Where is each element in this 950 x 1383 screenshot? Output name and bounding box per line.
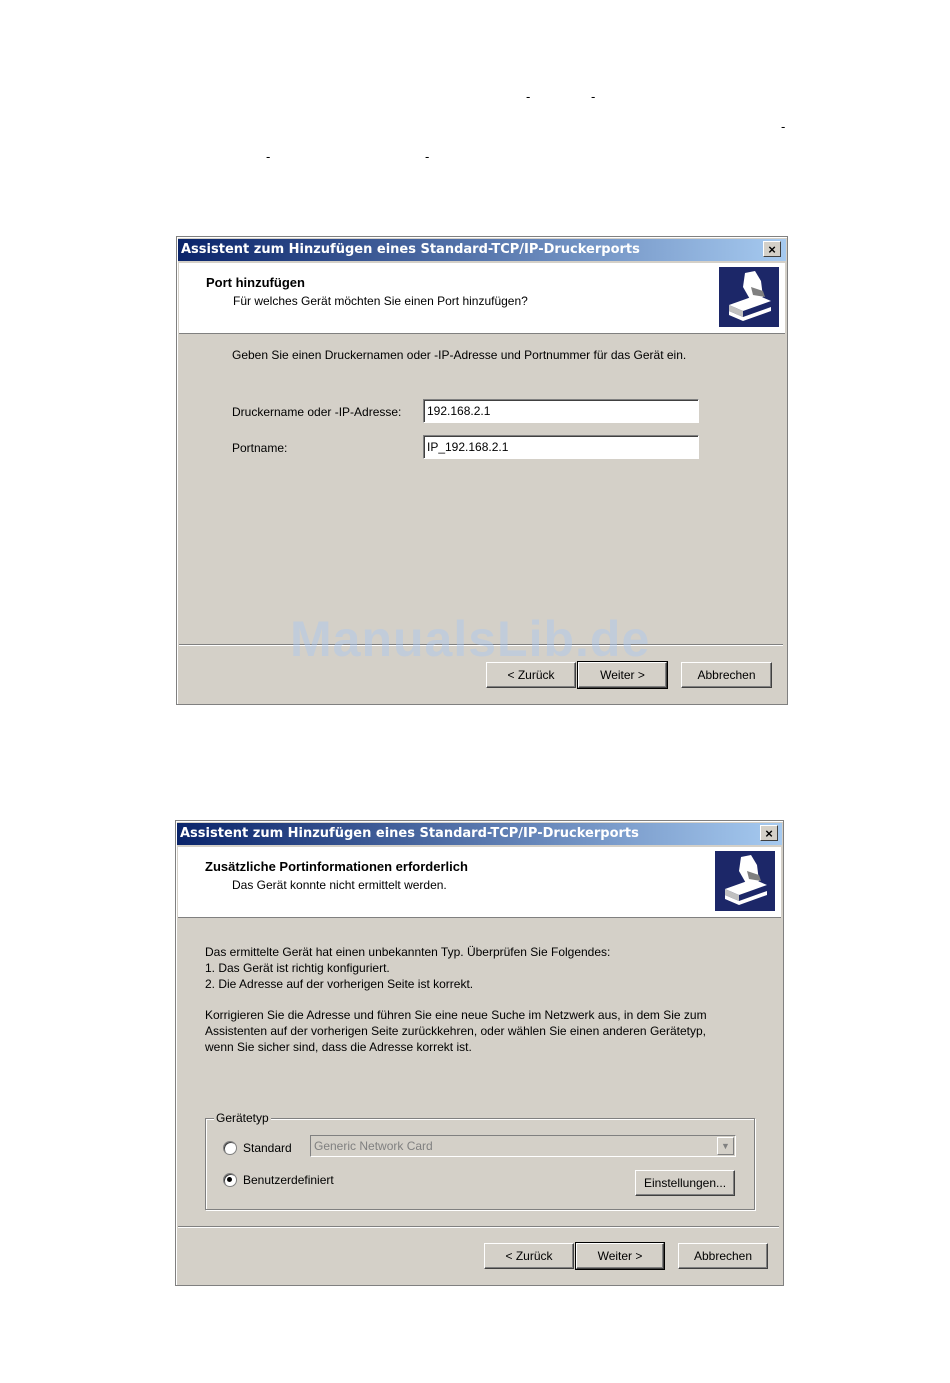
button-separator xyxy=(178,1226,779,1228)
cancel-button[interactable]: Abbrechen xyxy=(678,1243,768,1269)
wizard-header xyxy=(178,847,781,918)
custom-radio[interactable] xyxy=(223,1173,237,1187)
port-name-input[interactable]: IP_192.168.2.1 xyxy=(423,435,699,459)
info-line: 1. Das Gerät ist richtig konfiguriert. xyxy=(205,961,390,975)
info-line: Das ermittelte Gerät hat einen unbekannten Typ. Überprüfen Sie Folgendes: xyxy=(205,945,611,959)
printer-wizard-icon xyxy=(715,851,775,911)
close-button[interactable]: × xyxy=(763,241,781,257)
close-button[interactable]: × xyxy=(760,825,778,841)
standard-radio[interactable] xyxy=(223,1141,237,1155)
text-dash: - xyxy=(526,89,531,104)
wizard-header xyxy=(179,263,785,334)
device-type-select[interactable] xyxy=(310,1135,736,1157)
device-type-value: Generic Network Card xyxy=(314,1139,433,1153)
cancel-button[interactable]: Abbrechen xyxy=(681,662,772,688)
watermark: ManualsLib.de xyxy=(290,611,651,667)
printer-name-label: Druckername oder -IP-Adresse: xyxy=(232,405,402,419)
correction-line: Korrigieren Sie die Adresse und führen Sie eine neue Suche im Netzwerk aus, in dem Sie zum xyxy=(205,1008,707,1022)
correction-line: Assistenten auf der vorherigen Seite zurückkehren, oder wählen Sie einen anderen Gerätetyp, xyxy=(205,1024,706,1038)
page-title: Zusätzliche Portinformationen erforderlich xyxy=(205,859,468,874)
back-button[interactable]: < Zurück xyxy=(486,662,576,688)
add-port-wizard-dialog xyxy=(176,236,788,705)
settings-button[interactable]: Einstellungen... xyxy=(635,1170,735,1196)
port-info-wizard-dialog xyxy=(175,820,784,1286)
printer-wizard-icon xyxy=(719,267,779,327)
title-bar[interactable] xyxy=(177,823,782,845)
device-type-group xyxy=(205,1111,755,1210)
text-dash: - xyxy=(425,149,430,164)
window-title: Assistent zum Hinzufügen eines Standard-TCP/IP-Druckerports xyxy=(181,242,640,257)
button-separator xyxy=(179,644,783,646)
standard-radio-label[interactable]: Standard xyxy=(243,1141,292,1155)
custom-radio-label[interactable]: Benutzerdefiniert xyxy=(243,1173,334,1187)
instruction-text: Geben Sie einen Druckernamen oder -IP-Adresse und Portnummer für das Gerät ein. xyxy=(232,348,687,362)
radio-selected-dot xyxy=(227,1177,232,1182)
page-subtitle: Das Gerät konnte nicht ermittelt werden. xyxy=(232,878,447,892)
next-button[interactable]: Weiter > xyxy=(576,1243,664,1269)
text-dash: - xyxy=(781,119,786,134)
chevron-down-icon[interactable]: ▼ xyxy=(717,1137,734,1155)
correction-line: wenn Sie sicher sind, dass die Adresse korrekt ist. xyxy=(205,1040,472,1054)
info-line: 2. Die Adresse auf der vorherigen Seite ist korrekt. xyxy=(205,977,474,991)
next-button[interactable]: Weiter > xyxy=(578,662,667,688)
window-title: Assistent zum Hinzufügen eines Standard-TCP/IP-Druckerports xyxy=(180,826,639,841)
port-name-label: Portname: xyxy=(232,441,288,455)
back-button[interactable]: < Zurück xyxy=(484,1243,574,1269)
text-dash: - xyxy=(266,149,271,164)
group-label: Gerätetyp xyxy=(216,1111,269,1125)
page-title: Port hinzufügen xyxy=(206,275,305,290)
title-bar[interactable] xyxy=(178,239,786,261)
text-dash: - xyxy=(591,89,596,104)
printer-name-input[interactable]: 192.168.2.1 xyxy=(423,399,699,423)
page-subtitle: Für welches Gerät möchten Sie einen Port hinzufügen? xyxy=(233,294,528,308)
